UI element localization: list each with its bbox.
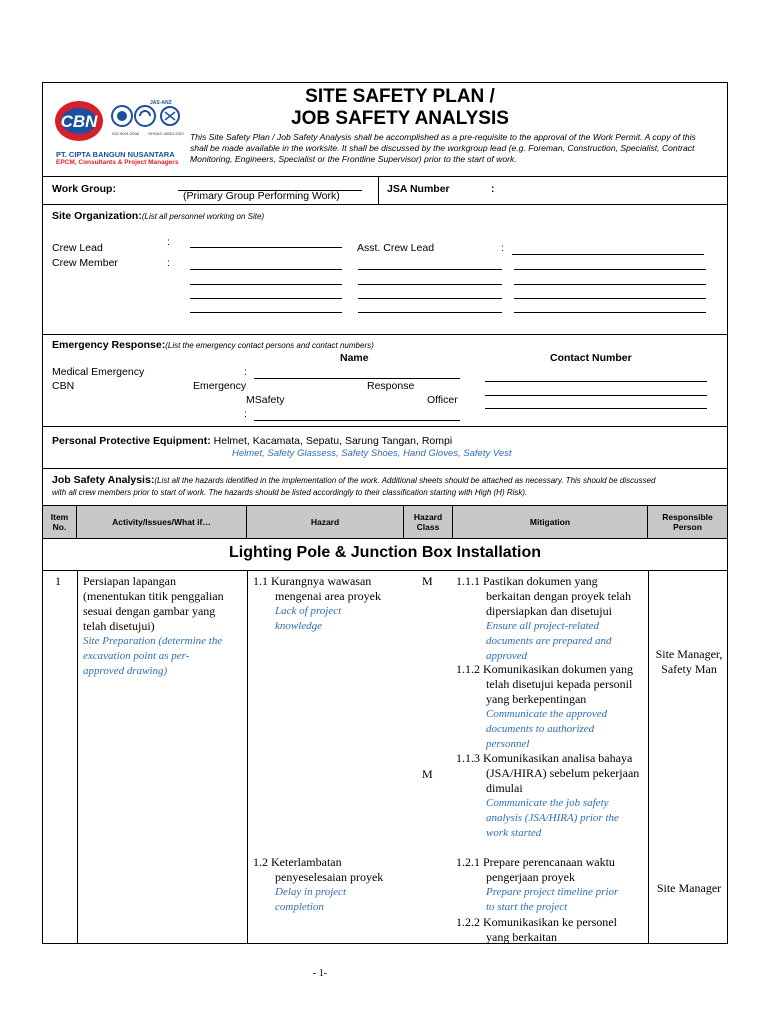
title-line-1: SITE SAFETY PLAN / [305,86,495,107]
divider [42,570,728,571]
hazard-class-2: M [422,767,433,781]
crew-member-field[interactable] [190,298,342,299]
site-org-note: (List all personnel working on Site) [141,212,265,221]
colon: : [167,236,170,248]
cert-fine-1: ISO 9001:2008 [112,131,139,136]
mitigation-1-2-2: 1.2.2 Komunikasikan ke personel yang berkaitan [456,915,617,944]
work-group-label: Work Group: [52,183,116,195]
hazard-class-1: M [422,574,433,588]
activity-column-header: Activity/Issues/What if… [77,506,247,538]
column-divider [247,570,248,944]
divider [42,334,728,335]
site-org-section [52,210,264,222]
work-group-hint: (Primary Group Performing Work) [183,190,340,202]
mitigation-column-header: Mitigation [453,506,648,538]
section-title: Lighting Pole & Junction Box Installation [229,544,541,561]
colon: : [244,366,247,378]
emergency-section [52,339,374,351]
medical-emergency-name-field[interactable] [254,378,460,379]
msafety-label: MSafety [246,394,285,406]
jsa-number-label: JSA Number [387,183,450,195]
jsa-label: Job Safety Analysis: [52,474,155,486]
hazard-2-cell: 1.2 Keterlambatan penyeselesaian proyek Delay in project completion [253,855,384,913]
crew-member-field[interactable] [358,312,502,313]
officer-label: Officer [427,394,458,406]
company-name: PT. CIPTA BANGUN NUSANTARA [56,150,175,159]
mitigation-1-1-1: 1.1.1 Pastikan dokumen yang berkaitan dengan proyek telah dipersiapkan dan disetujui Ensure all project-related documents are prepared and approved [456,574,631,662]
cert-label: JAS-ANZ [150,100,172,106]
intro-line-3: Monitoring, Engineers, Specialist or the Frontline Supervisor) prior to the start of work. [190,154,517,164]
colon: : [244,408,247,420]
jsa-note-line-2: with all crew members prior to start of work. The hazards should be listed accordingly to their classification starting with High (H) Risk). [52,488,528,497]
responsible-person-1: Site Manager, Safety Man [655,647,723,676]
crew-member-field[interactable] [514,312,706,313]
response-label: Response [367,380,415,392]
divider [42,204,728,205]
responsible-person-2: Site Manager [656,881,722,895]
site-org-label: Site Organization: [52,210,142,222]
crew-member-field[interactable] [358,269,502,270]
mitigation-1-2-1: 1.2.1 Prepare perencanaan waktu pengerjaan proyek Prepare project timeline prior to start the project [456,855,619,913]
item-no-column-header: Item No. [43,506,77,538]
crew-member-field[interactable] [514,298,706,299]
crew-member-field[interactable] [190,284,342,285]
colon: : [491,183,495,195]
cbn-logo [54,99,104,143]
safety-officer-name-field[interactable] [254,420,460,421]
page-number: - 1- [312,968,328,979]
crew-member-field[interactable] [190,269,342,270]
crew-lead-label: Crew Lead [52,242,103,254]
divider [42,468,728,469]
ppe-items-english: Helmet, Safety Glassess, Safety Shoes, Hand Gloves, Safety Vest [232,448,512,459]
cbn-emergency-contact-field[interactable] [485,395,707,396]
emergency-label-2: Emergency [193,380,247,392]
crew-member-field[interactable] [190,312,342,313]
crew-member-field[interactable] [514,269,706,270]
crew-lead-field[interactable] [190,247,342,248]
title-line-2: JOB SAFETY ANALYSIS [291,108,509,129]
asst-crew-lead-label: Asst. Crew Lead [357,242,435,254]
hazard-1-cell: 1.1 Kurangnya wawasan mengenai area proyek Lack of project knowledge [253,574,381,632]
crew-member-field[interactable] [358,298,502,299]
medical-emergency-contact-field[interactable] [485,381,707,382]
safety-officer-contact-field[interactable] [485,408,707,409]
mitigation-1-1-2: 1.1.2 Komunikasikan dokumen yang telah disetujui kepada personil yang berkepentingan Communicate the approved documents to authorized personnel [456,662,633,750]
colon: : [501,242,504,254]
divider [378,176,379,204]
emergency-label: Emergency Response: [52,339,166,351]
colon: : [167,257,170,269]
item-number: 1 [55,574,61,588]
cert-fine-2: OHSAS 18001:2007 [148,131,185,136]
contact-number-column-header: Contact Number [550,352,632,364]
jsa-section [52,474,656,486]
activity-cell: Persiapan lapangan (menentukan titik penggalian sesuai dengan gambar yang telah disetujui) Site Preparation (determine the excavation point as per- approved drawing) [83,574,224,677]
name-column-header: Name [340,352,369,364]
certification-icons [110,100,186,144]
ppe-section [52,435,452,447]
column-divider [77,570,78,944]
divider [42,176,728,177]
company-tagline: EPCM, Consultants & Project Managers [56,159,179,166]
crew-member-field[interactable] [358,284,502,285]
crew-member-field[interactable] [514,284,706,285]
hazard-column-header: Hazard [247,506,404,538]
emergency-note: (List the emergency contact persons and contact numbers) [165,341,374,350]
responsible-person-column-header: Responsible Person [648,506,727,538]
hazard-class-column-header: Hazard Class [404,506,453,538]
ppe-label: Personal Protective Equipment: [52,435,211,447]
ppe-items-indonesian: Helmet, Kacamata, Sepatu, Sarung Tangan, Rompi [213,435,453,447]
divider [42,426,728,427]
medical-emergency-label: Medical Emergency [52,366,145,378]
crew-member-label: Crew Member [52,257,118,269]
mitigation-1-1-3: 1.1.3 Komunikasikan analisa bahaya (JSA/HIRA) sebelum pekerjaan dimulai Communicate the job safety analysis (JSA/HIRA) prior the work started [456,751,640,839]
intro-line-1: This Site Safety Plan / Job Safety Analysis shall be accomplished as a pre-requisite to the approval of the Work Permit. A copy of this [190,132,696,142]
logo-text: CBN [60,112,98,131]
intro-line-2: shall be made available in the worksite. It shall be discussed by the workgroup lead (e.g. Foreman, Construction, Specialist, Contract [190,143,695,153]
cbn-label: CBN [52,380,75,392]
jsa-note-line-1: (List all the hazards identified in the implementation of the work. Additional sheets should be attached as necessary. This should be discussed [154,476,656,485]
divider [42,538,728,539]
asst-crew-lead-field[interactable] [512,254,704,255]
